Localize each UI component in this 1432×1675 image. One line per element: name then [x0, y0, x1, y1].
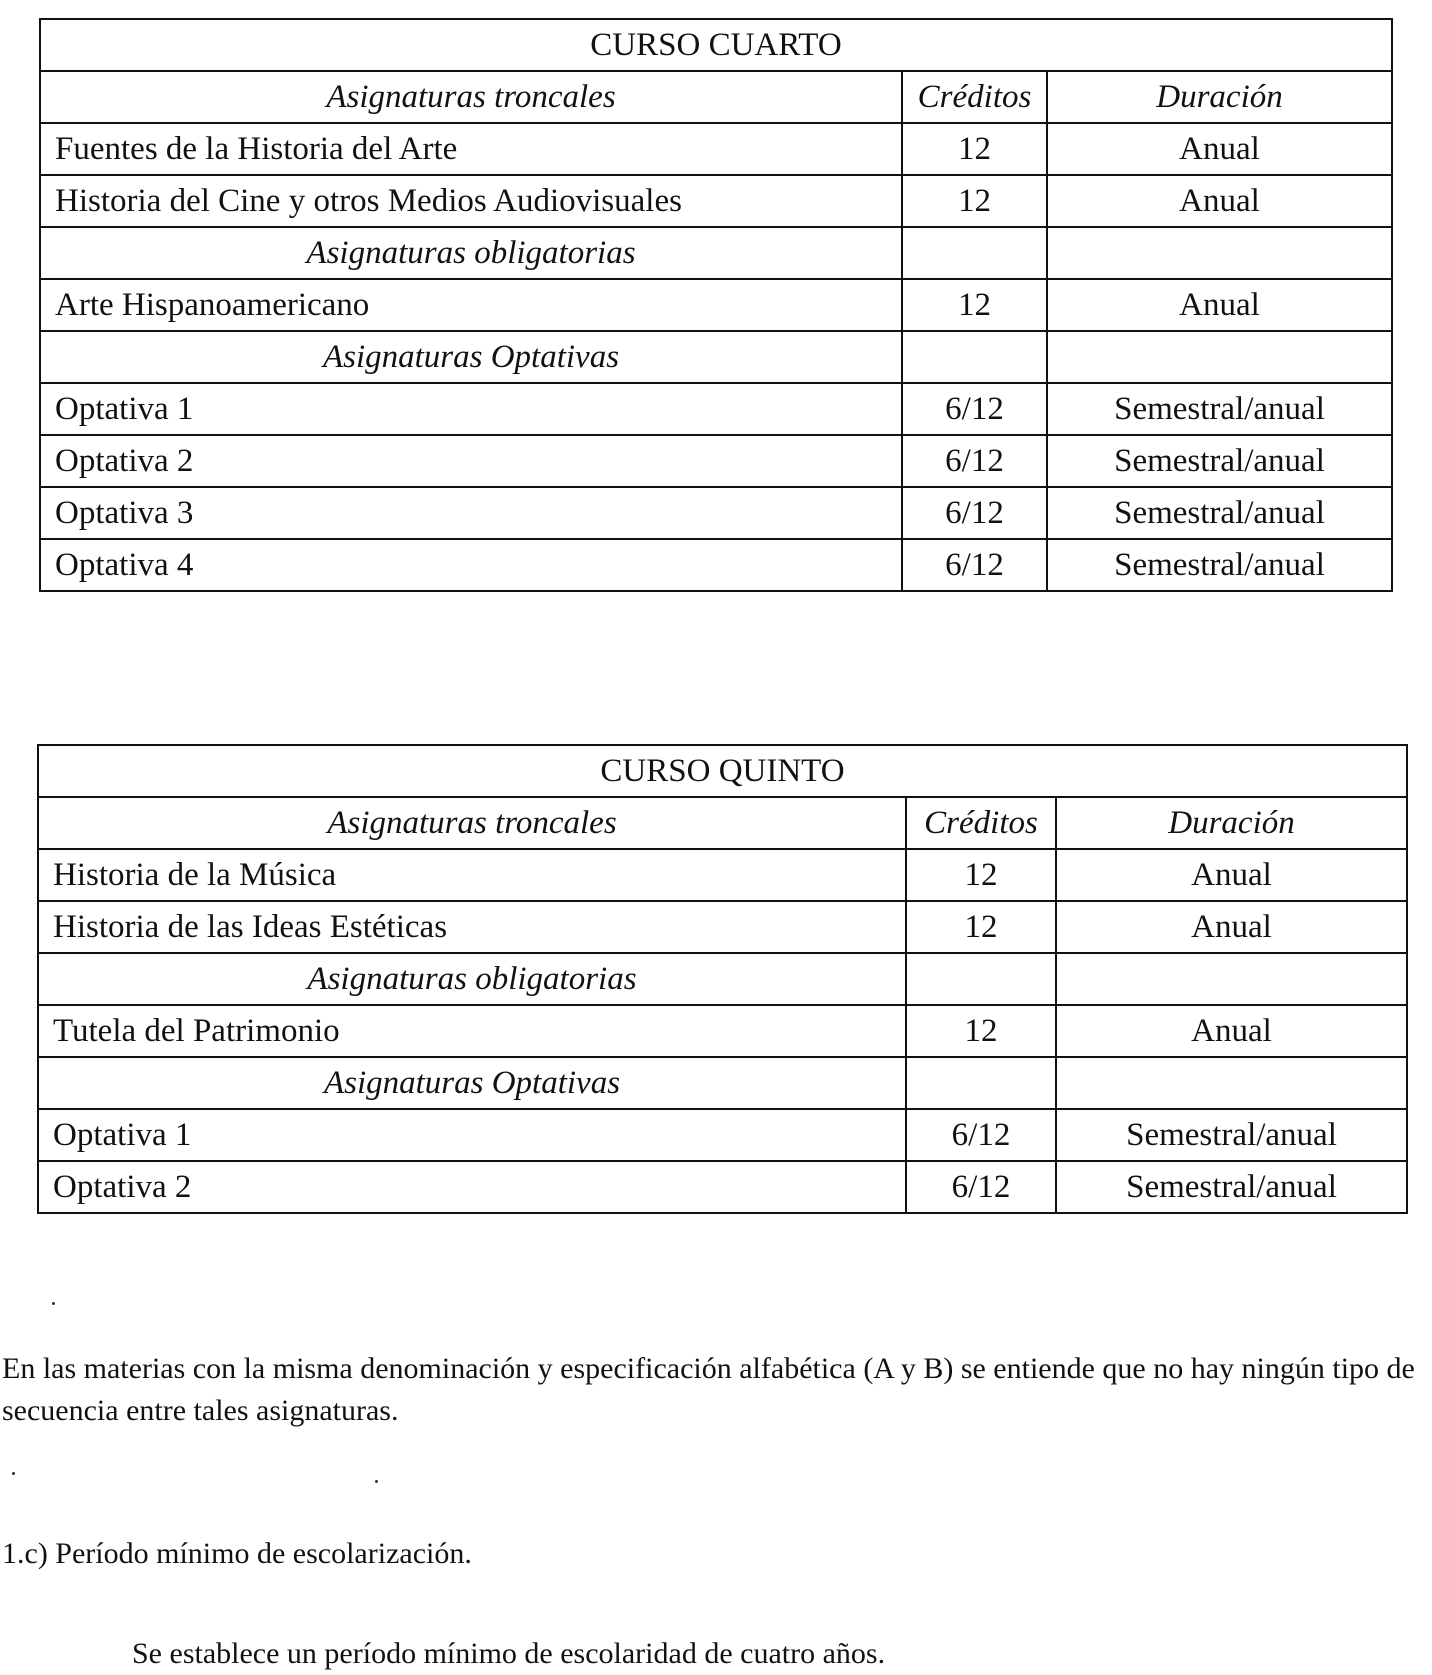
table-header-row [38, 797, 1407, 849]
duration-cell: Anual [1056, 849, 1407, 901]
subject-cell: Optativa 4 [40, 539, 902, 591]
duration-cell: Anual [1047, 123, 1392, 175]
mandatory-section-label: Asignaturas obligatorias [38, 953, 906, 1005]
credits-column-header: Créditos [906, 797, 1056, 849]
duration-column-header: Duración [1047, 71, 1392, 123]
subject-cell: Historia del Cine y otros Medios Audiovisuales [40, 175, 902, 227]
subject-cell: Tutela del Patrimonio [38, 1005, 906, 1057]
subject-column-header: Asignaturas troncales [40, 71, 902, 123]
table-row [38, 1161, 1407, 1213]
mandatory-section-label: Asignaturas obligatorias [40, 227, 902, 279]
subject-cell: Optativa 1 [38, 1109, 906, 1161]
table-row [38, 901, 1407, 953]
table-row [40, 123, 1392, 175]
duration-cell: Anual [1056, 901, 1407, 953]
credits-cell: 12 [906, 1005, 1056, 1057]
table-row [40, 435, 1392, 487]
empty-cell [1056, 953, 1407, 1005]
duration-cell: Anual [1047, 175, 1392, 227]
scan-speck [52, 1302, 55, 1305]
table-row [38, 1109, 1407, 1161]
note-paragraph: En las materias con la misma denominación y especificación alfabética (A y B) se entiende que no hay ningún tipo de secuencia entre tales asignaturas. [2, 1352, 1415, 1427]
empty-cell [906, 953, 1056, 1005]
empty-cell [1047, 331, 1392, 383]
duration-cell: Semestral/anual [1047, 435, 1392, 487]
section-row [40, 331, 1392, 383]
subject-column-header: Asignaturas troncales [38, 797, 906, 849]
credits-cell: 12 [902, 123, 1047, 175]
section-heading: 1.c) Período mínimo de escolarización. [2, 1537, 472, 1570]
duration-cell: Semestral/anual [1056, 1109, 1407, 1161]
duration-cell: Semestral/anual [1047, 539, 1392, 591]
optional-section-label: Asignaturas Optativas [38, 1057, 906, 1109]
subject-cell: Historia de la Música [38, 849, 906, 901]
credits-cell: 6/12 [902, 435, 1047, 487]
curso-quinto-table [37, 744, 1408, 1214]
subject-cell: Arte Hispanoamericano [40, 279, 902, 331]
table-row [40, 175, 1392, 227]
section-body: Se establece un período mínimo de escolaridad de cuatro años. [132, 1637, 886, 1670]
table-row [38, 849, 1407, 901]
subject-cell: Optativa 2 [40, 435, 902, 487]
credits-cell: 12 [902, 279, 1047, 331]
subject-cell: Historia de las Ideas Estéticas [38, 901, 906, 953]
section-row [38, 1057, 1407, 1109]
duration-cell: Semestral/anual [1047, 383, 1392, 435]
credits-cell: 12 [906, 849, 1056, 901]
table-row [40, 279, 1392, 331]
credits-cell: 6/12 [902, 487, 1047, 539]
scan-speck [375, 1480, 378, 1483]
duration-cell: Semestral/anual [1047, 487, 1392, 539]
credits-cell: 6/12 [906, 1109, 1056, 1161]
empty-cell [1056, 1057, 1407, 1109]
subject-cell: Optativa 2 [38, 1161, 906, 1213]
credits-column-header: Créditos [902, 71, 1047, 123]
table-title: CURSO CUARTO [40, 19, 1392, 71]
empty-cell [902, 331, 1047, 383]
section-row [40, 227, 1392, 279]
duration-cell: Anual [1056, 1005, 1407, 1057]
duration-cell: Semestral/anual [1056, 1161, 1407, 1213]
table-title-row [38, 745, 1407, 797]
table-header-row [40, 71, 1392, 123]
credits-cell: 12 [906, 901, 1056, 953]
empty-cell [902, 227, 1047, 279]
curso-cuarto-table [39, 18, 1393, 592]
table-title-row [40, 19, 1392, 71]
table-row [38, 1005, 1407, 1057]
table-row [40, 539, 1392, 591]
credits-cell: 6/12 [902, 539, 1047, 591]
empty-cell [906, 1057, 1056, 1109]
table-row [40, 487, 1392, 539]
credits-cell: 12 [902, 175, 1047, 227]
empty-cell [1047, 227, 1392, 279]
credits-cell: 6/12 [906, 1161, 1056, 1213]
subject-cell: Optativa 3 [40, 487, 902, 539]
optional-section-label: Asignaturas Optativas [40, 331, 902, 383]
credits-cell: 6/12 [902, 383, 1047, 435]
subject-cell: Fuentes de la Historia del Arte [40, 123, 902, 175]
section-row [38, 953, 1407, 1005]
scan-speck [12, 1472, 15, 1475]
duration-cell: Anual [1047, 279, 1392, 331]
subject-cell: Optativa 1 [40, 383, 902, 435]
duration-column-header: Duración [1056, 797, 1407, 849]
table-title: CURSO QUINTO [38, 745, 1407, 797]
table-row [40, 383, 1392, 435]
